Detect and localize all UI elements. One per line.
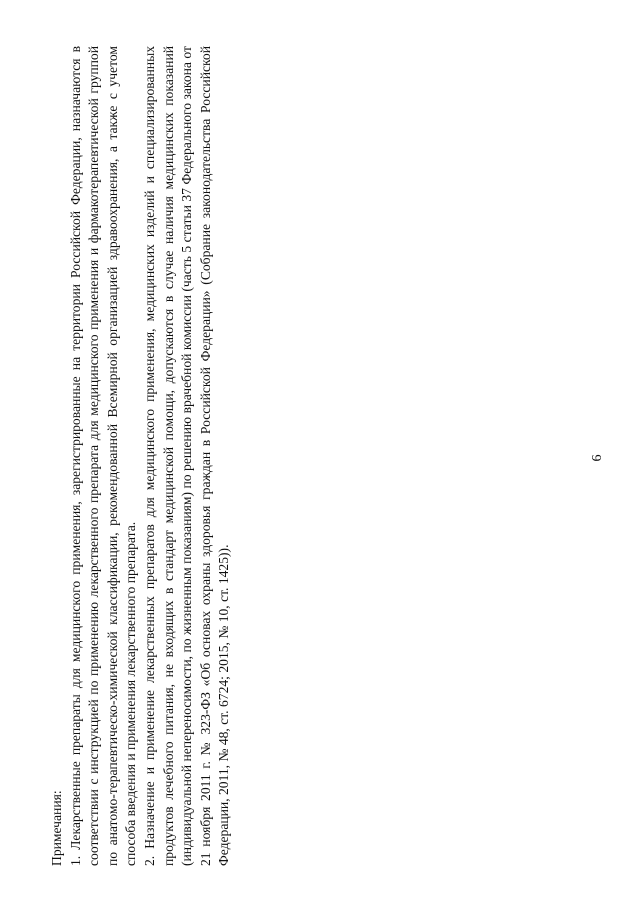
page-number: 6 [590, 454, 605, 462]
note-item-2: 2. Назначение и применение лекарственных препаратов для медицинского применения, медицинских изделий и специализированных продуктов лечебного питания, не входящих в стандарт медицинской помощи, допускаются в случае наличия медицинских показаний (индивидуальной непереносимости, по жизненным показаниям) по решению врачебной комиссии (часть 5 статьи 37 Федерального закона от 21 ноября 2011 г. № 323-ФЗ «Об основах охраны здоровья граждан в Российской Федерации» (Собрание законодательства Российской Федерации, 2011, № 48, ст. 6724; 2015, № 10, ст. 1425)). [141, 46, 232, 866]
note-item-1: 1. Лекарственные препараты для медицинского применения, зарегистрированные на территории Российской Федерации, назначаются в соответствии с инструкцией по применению лекарственного препарата для медицинского применения и фармакотерапевтической группой по анатомо-терапевтическо-химической классификации, рекомендованной Всемирной организацией здравоохранения, а также с учетом способа введения и применения лекарственного препарата. [67, 46, 139, 866]
notes-heading: Примечания: [49, 790, 64, 866]
notes-block [48, 46, 234, 866]
